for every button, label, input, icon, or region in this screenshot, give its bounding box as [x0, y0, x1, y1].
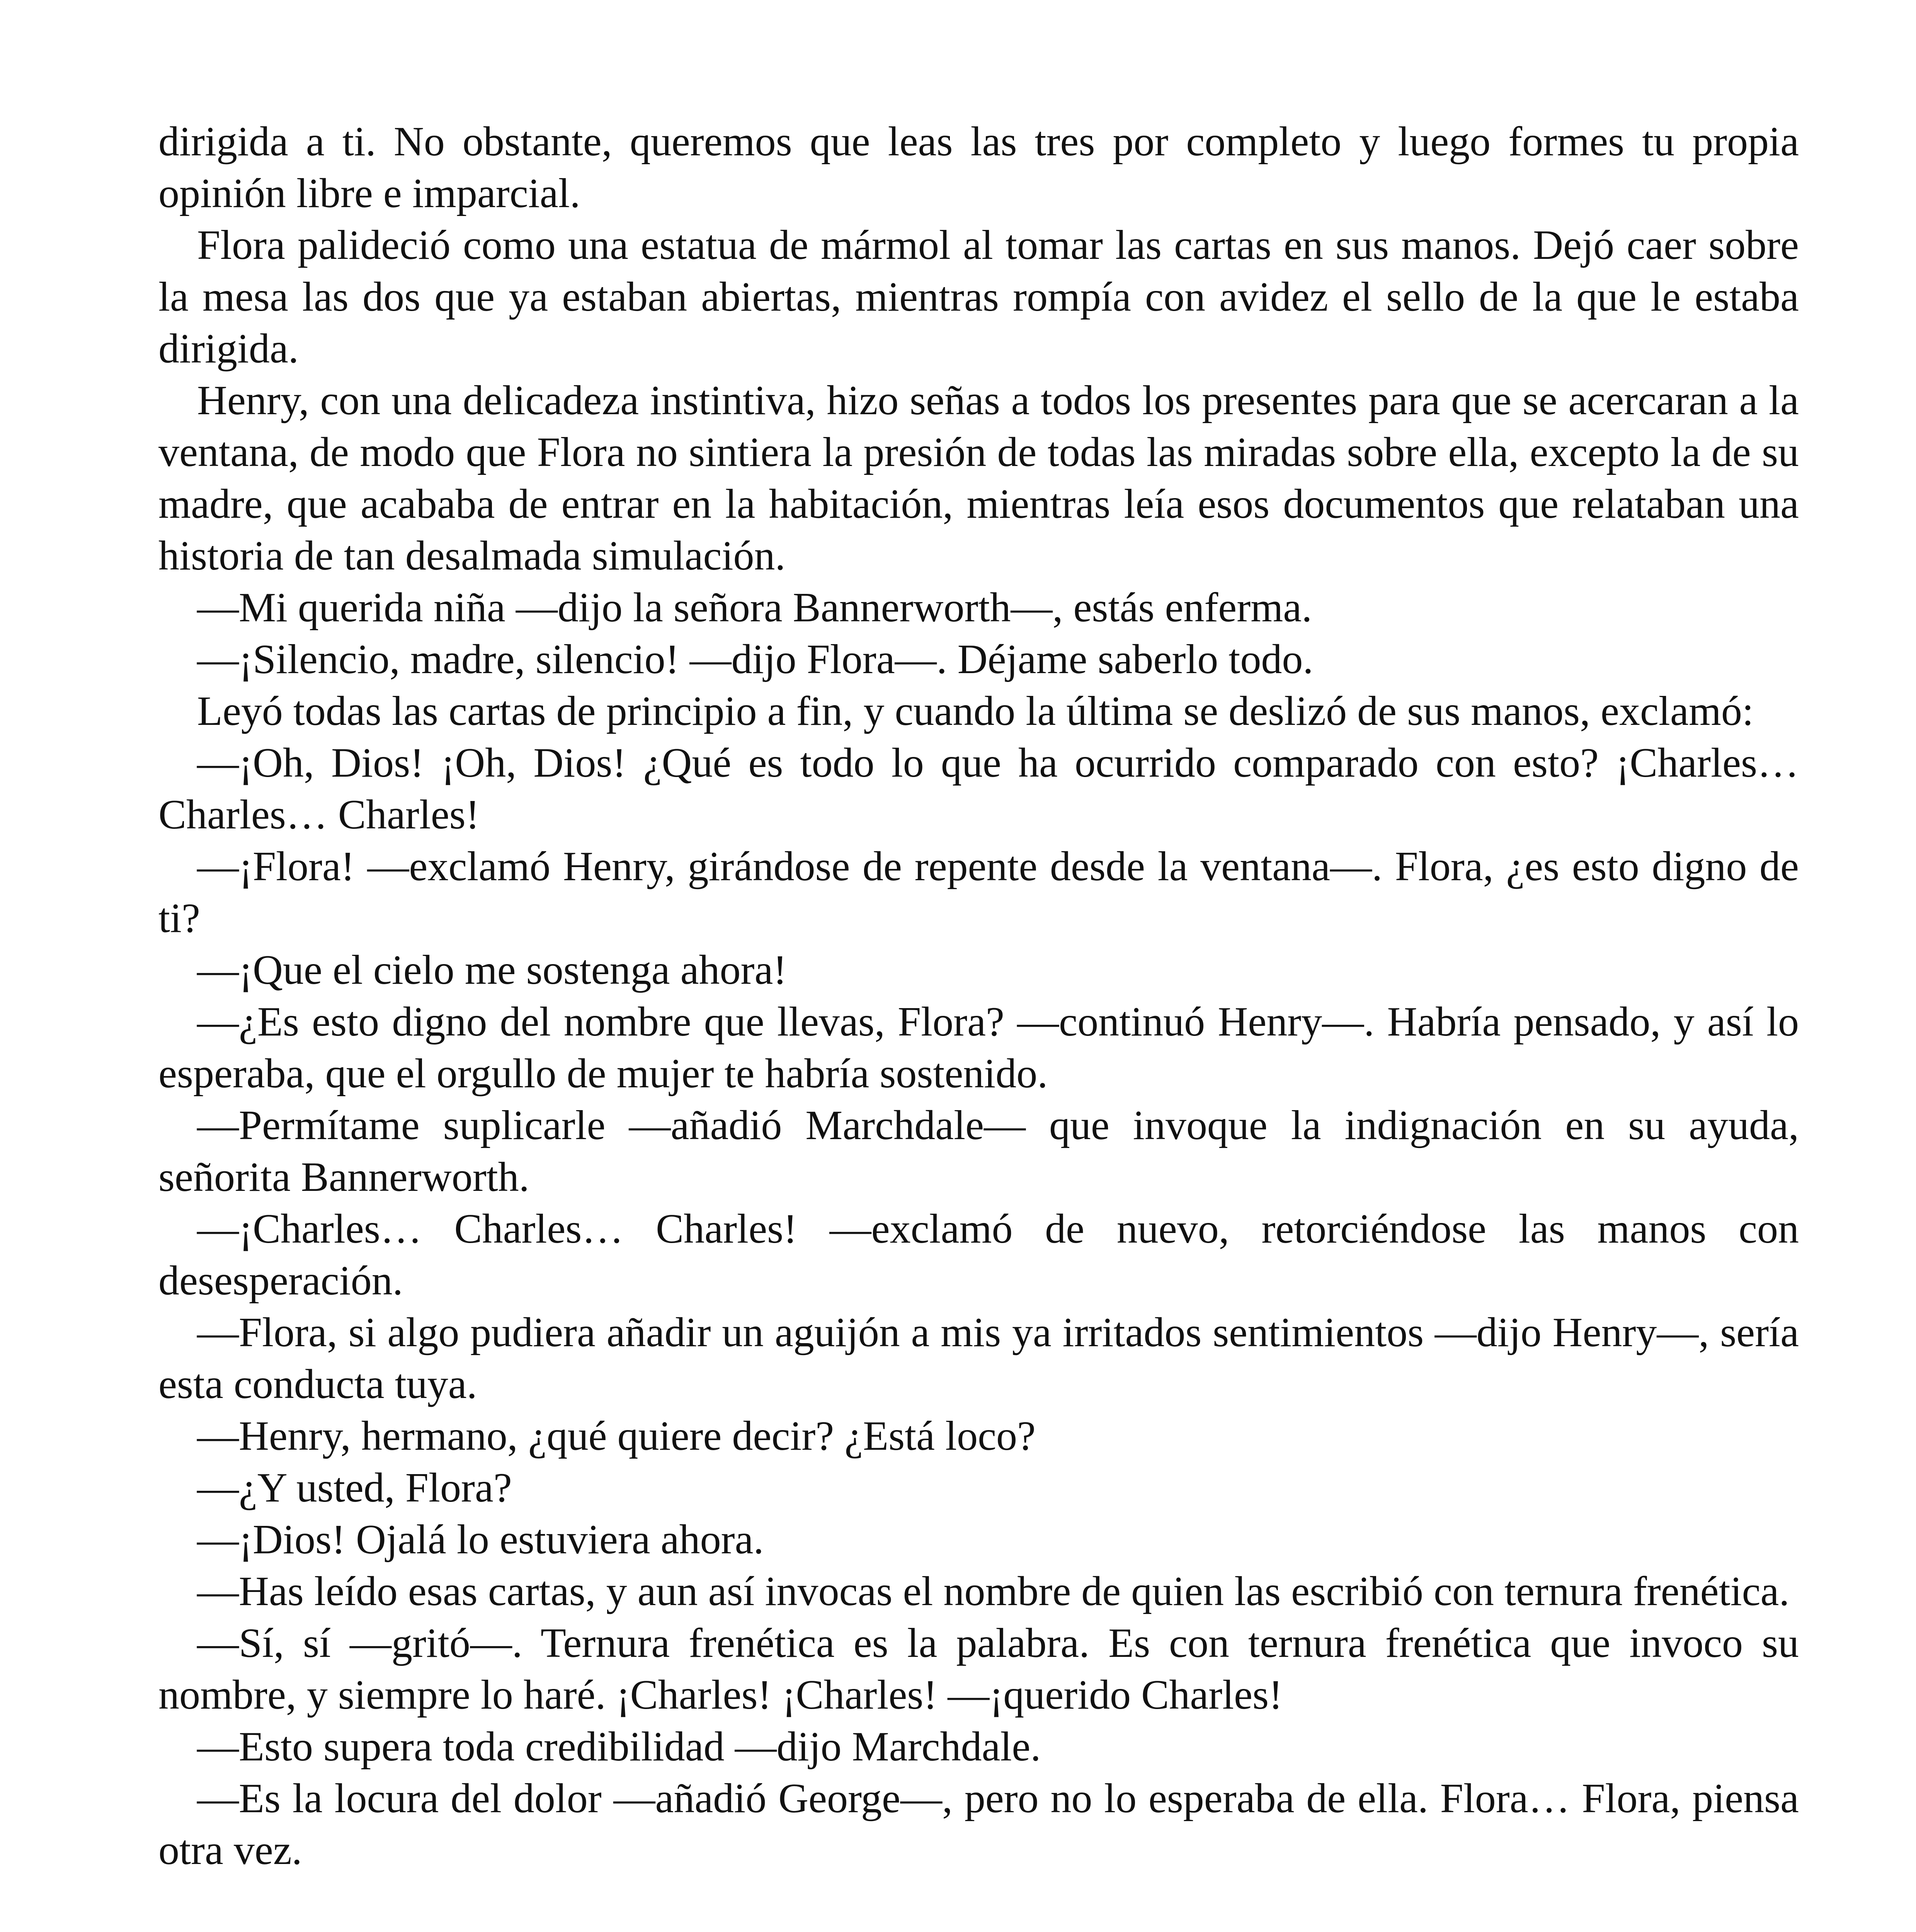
paragraph-14: —Henry, hermano, ¿qué quiere decir? ¿Está loco? [197, 1413, 1036, 1459]
paragraph-20: —Es la locura del dolor —añadió George—, pero no lo esperaba de ella. Flora… Flora, piensa otra vez. [158, 1776, 1799, 1873]
paragraph-19: —Esto supera toda credibilidad —dijo Marchdale. [197, 1724, 1041, 1770]
paragraph-5: —¡Silencio, madre, silencio! —dijo Flora—. Déjame saberlo todo. [197, 636, 1314, 682]
paragraph-16: —¡Dios! Ojalá lo estuviera ahora. [197, 1517, 764, 1563]
page-body [158, 116, 1799, 1876]
paragraph-13: —Flora, si algo pudiera añadir un aguijón a mis ya irritados sentimientos —dijo Henry—, sería esta conducta tuya. [158, 1310, 1799, 1407]
paragraph-4: —Mi querida niña —dijo la señora Bannerworth—, estás enferma. [197, 585, 1312, 631]
paragraph-11: —Permítame suplicarle —añadió Marchdale— que invoque la indignación en su ayuda, señorita Bannerworth. [158, 1102, 1799, 1200]
paragraph-2: Flora palideció como una estatua de mármol al tomar las cartas en sus manos. Dejó caer sobre la mesa las dos que ya estaban abiertas, mientras rompía con avidez el sello de la que le estaba dirigida. [158, 222, 1799, 372]
paragraph-10: —¿Es esto digno del nombre que llevas, Flora? —continuó Henry—. Habría pensado, y así lo esperaba, que el orgullo de mujer te habría sostenido. [158, 999, 1799, 1097]
paragraph-15: —¿Y usted, Flora? [197, 1465, 512, 1511]
paragraph-1: dirigida a ti. No obstante, queremos que leas las tres por completo y luego formes tu propia opinión libre e imparcial. [158, 119, 1799, 216]
paragraph-6: Leyó todas las cartas de principio a fin, y cuando la última se deslizó de sus manos, exclamó: [197, 688, 1754, 734]
paragraph-7: —¡Oh, Dios! ¡Oh, Dios! ¿Qué es todo lo que ha ocurrido comparado con esto? ¡Charles… Charles… Charles! [158, 740, 1799, 838]
paragraph-12: —¡Charles… Charles… Charles! —exclamó de nuevo, retorciéndose las manos con desesperación. [158, 1206, 1799, 1304]
paragraph-18: —Sí, sí —gritó—. Ternura frenética es la palabra. Es con ternura frenética que invoco su nombre, y siempre lo haré. ¡Charles! ¡Charles! —¡querido Charles! [158, 1620, 1799, 1718]
paragraph-8: —¡Flora! —exclamó Henry, girándose de repente desde la ventana—. Flora, ¿es esto digno de ti? [158, 844, 1799, 941]
paragraph-9: —¡Que el cielo me sostenga ahora! [197, 947, 787, 993]
paragraph-17: —Has leído esas cartas, y aun así invocas el nombre de quien las escribió con ternura frenética. [197, 1568, 1790, 1614]
paragraph-3: Henry, con una delicadeza instintiva, hizo señas a todos los presentes para que se acercaran a la ventana, de modo que Flora no sintiera la presión de todas las miradas sobre ella, excepto la de su madre, que acababa de entrar en la habitación, mientras leía esos documentos que relataban una historia de tan desalmada simulación. [158, 378, 1799, 579]
